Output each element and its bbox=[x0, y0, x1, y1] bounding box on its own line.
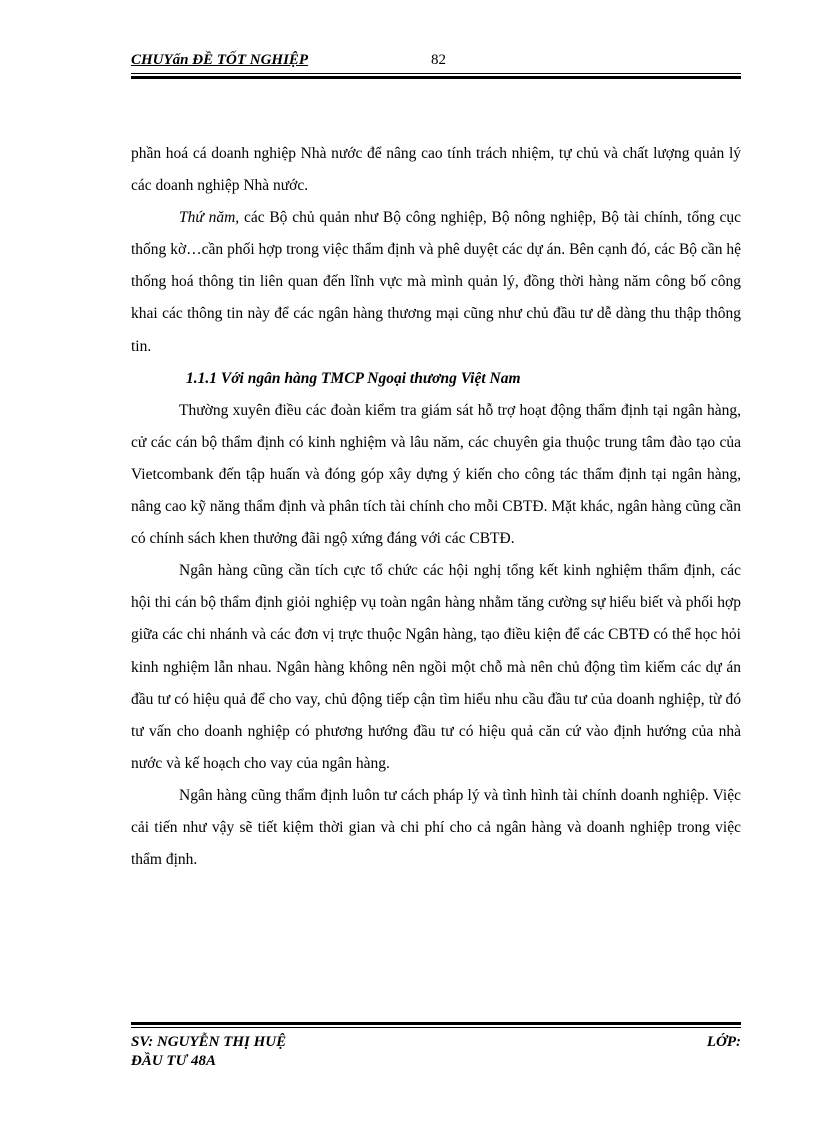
header-title: CHUYấn ĐỀ TỐT NGHIỆP bbox=[131, 52, 309, 68]
paragraph-lead-italic: Thứ năm, bbox=[179, 209, 240, 227]
document-body bbox=[131, 138, 741, 876]
footer-student-block bbox=[131, 1033, 286, 1071]
paragraph-conferences: Ngân hàng cũng cần tích cực tổ chức các hội nghị tổng kết kinh nghiệm thẩm định, các hội thi cán bộ thẩm định giỏi nghiệp vụ toàn ngân hàng nhằm tăng cường sự hiểu biết và phối hợp giữa các chi nhánh và các đơn vị trực thuộc Ngân hàng, tạo điều kiện để các CBTĐ có thể học hỏi kinh nghiệm lẫn nhau. Ngân hàng không nên ngồi một chỗ mà nên chủ động tìm kiếm các dự án đầu tư có hiệu quả để cho vay, chủ động tiếp cận tìm hiểu nhu cầu đầu tư của doanh nghiệp, từ đó tư vấn cho doanh nghiệp có phương hướng đầu tư có hiệu quả căn cứ vào định hướng của nhà nước và kế hoạch cho vay của ngân hàng. bbox=[131, 562, 741, 772]
footer-rule-thick bbox=[131, 1022, 741, 1025]
page-header bbox=[131, 52, 741, 72]
paragraph-appraisal: Ngân hàng cũng thẩm định luôn tư cách pháp lý và tình hình tài chính doanh nghiệp. Việc cải tiến như vậy sẽ tiết kiệm thời gian và chi phí cho cả ngân hàng và doanh nghiệp trong việc thẩm định. bbox=[131, 786, 741, 869]
page-number: 82 bbox=[431, 52, 446, 68]
paragraph-thu-nam bbox=[131, 202, 741, 362]
header-rule-thick bbox=[131, 76, 741, 79]
paragraph-text: các Bộ chủ quản như Bộ công nghiệp, Bộ nông nghiệp, Bộ tài chính, tổng cục thống kờ…cần phối hợp trong việc thẩm định và phê duyệt các dự án. Bên cạnh đó, các Bộ cần hệ thống hoá thông tin liên quan đến lĩnh vực mà mình quản lý, đồng thời hàng năm công bố công khai các thông tin này để các ngân hàng thương mại cũng như chủ đầu tư dễ dàng thu thập thông tin. bbox=[131, 209, 741, 355]
footer-student-name: SV: NGUYỄN THỊ HUỆ bbox=[131, 1034, 287, 1050]
header-rule-thin bbox=[131, 73, 741, 74]
paragraph-continuation: phần hoá cá doanh nghiệp Nhà nước để nâng cao tính trách nhiệm, tự chủ và chất lượng quản lý các doanh nghiệp Nhà nước. bbox=[131, 145, 741, 195]
footer-rule-thin bbox=[131, 1027, 741, 1028]
footer-class-label: LỚP: bbox=[706, 1034, 741, 1050]
footer-class-value: ĐẦU TƯ 48A bbox=[131, 1053, 216, 1069]
section-heading: 1.1.1 Với ngân hàng TMCP Ngoại thương Việt Nam bbox=[186, 369, 521, 387]
paragraph-training: Thường xuyên điều các đoàn kiểm tra giám sát hỗ trợ hoạt động thẩm định tại ngân hàng, cử các cán bộ thẩm định có kinh nghiệm và lâu năm, các chuyên gia thuộc trung tâm đào tạo của Vietcombank đến tập huấn và đóng góp xây dựng ý kiến cho công tác thẩm định tại ngân hàng, nâng cao kỹ năng thẩm định và phân tích tài chính cho mỗi CBTĐ. Mặt khác, ngân hàng cũng cần có chính sách khen thưởng đãi ngộ xứng đáng với các CBTĐ. bbox=[131, 401, 741, 548]
